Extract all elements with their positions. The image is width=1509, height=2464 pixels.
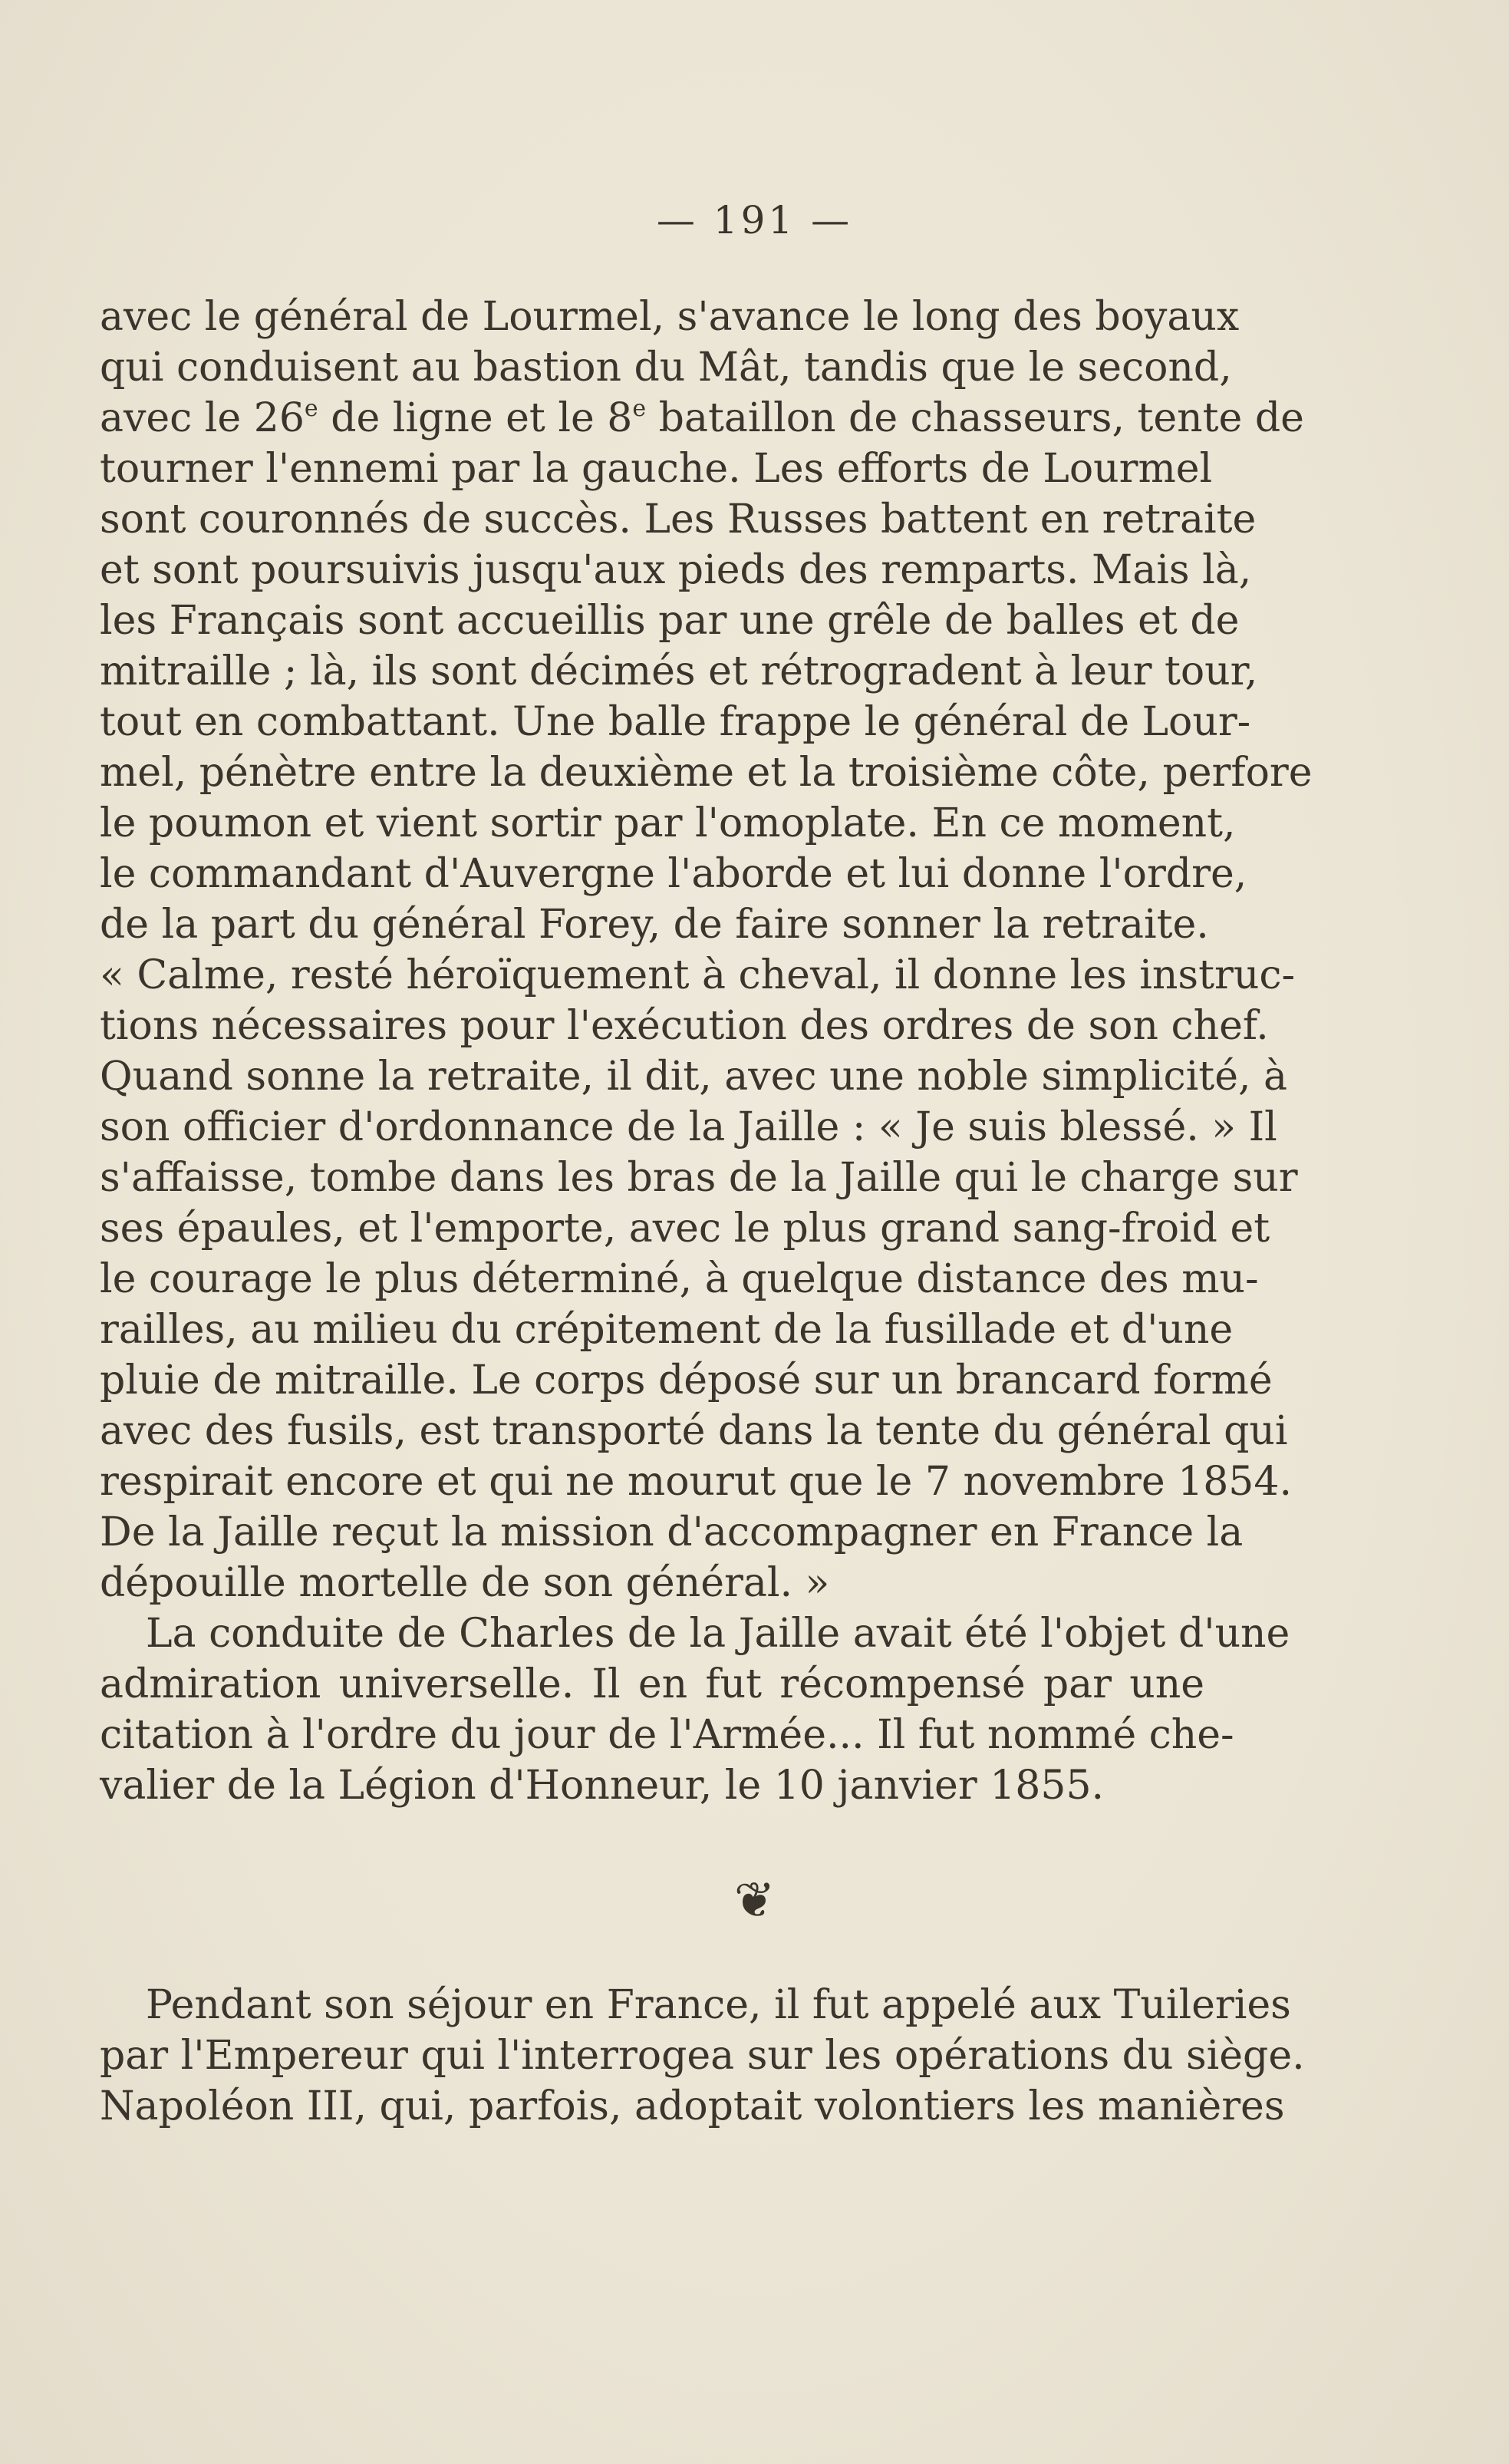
text-line: valier de la Légion d'Honneur, le 10 janvier 1855. (100, 1763, 1105, 1809)
text-line: tout en combattant. Une balle frappe le général de Lour- (100, 699, 1251, 745)
text-line: tions nécessaires pour l'exécution des ordres de son chef. (100, 1003, 1269, 1049)
text-line: de la part du général Forey, de faire sonner la retraite. (100, 902, 1209, 948)
text-line: citation à l'ordre du jour de l'Armée... Il fut nommé che- (100, 1712, 1234, 1758)
text-line: railles, au milieu du crépitement de la fusillade et d'une (100, 1307, 1234, 1353)
body-text (100, 1980, 1305, 2132)
text-line: La conduite de Charles de la Jaille avait été l'objet d'une (146, 1611, 1290, 1657)
text-line: « Calme, resté héroïquement à cheval, il donne les instruc- (100, 952, 1296, 998)
text-line: avec des fusils, est transporté dans la tente du général qui (100, 1408, 1288, 1454)
text-line: mel, pénètre entre la deuxième et la troisième côte, perfore (100, 750, 1313, 796)
text-line: ses épaules, et l'emporte, avec le plus grand sang-froid et (100, 1206, 1270, 1252)
text-line: admiration universelle. Il en fut récompensé par une (100, 1661, 1204, 1707)
text-fragment: avec le 26 (100, 395, 305, 441)
text-line: et sont poursuivis jusqu'aux pieds des remparts. Mais là, (100, 547, 1252, 593)
text-line: mitraille ; là, ils sont décimés et rétrogradent à leur tour, (100, 648, 1258, 694)
text-line: Pendant son séjour en France, il fut appelé aux Tuileries (146, 1982, 1291, 2028)
superscript: e (304, 395, 318, 422)
text-fragment: bataillon de chasseurs, tente de (646, 395, 1304, 441)
body-text (100, 292, 1313, 1811)
text-line: par l'Empereur qui l'interrogea sur les opérations du siège. (100, 2033, 1305, 2079)
fleuron-ornament: ❦ (733, 1872, 776, 1929)
text-fragment: de ligne et le 8 (318, 395, 633, 441)
text-line: De la Jaille reçut la mission d'accompagner en France la (100, 1509, 1244, 1555)
text-line: dépouille mortelle de son général. » (100, 1560, 830, 1606)
text-line: Napoléon III, qui, parfois, adoptait volontiers les manières (100, 2083, 1285, 2129)
text-line: les Français sont accueillis par une grêle de balles et de (100, 598, 1240, 644)
text-line: avec le général de Lourmel, s'avance le long des boyaux (100, 294, 1240, 340)
text-line: pluie de mitraille. Le corps déposé sur un brancard formé (100, 1357, 1273, 1404)
text-line (100, 393, 1304, 444)
text-line: s'affaisse, tombe dans les bras de la Jaille qui le charge sur (100, 1155, 1298, 1201)
text-line: respirait encore et qui ne mourut que le 7 novembre 1854. (100, 1459, 1293, 1505)
text-line: son officier d'ordonnance de la Jaille : « Je suis blessé. » Il (100, 1104, 1277, 1150)
text-line: le poumon et vient sortir par l'omoplate. En ce moment, (100, 800, 1236, 846)
text-line: le courage le plus déterminé, à quelque distance des mu- (100, 1256, 1259, 1302)
text-line: tourner l'ennemi par la gauche. Les efforts de Lourmel (100, 446, 1213, 492)
text-line: le commandant d'Auvergne l'aborde et lui donne l'ordre, (100, 851, 1247, 897)
text-line: Quand sonne la retraite, il dit, avec une noble simplicité, à (100, 1054, 1288, 1100)
page-number: — 191 — (656, 198, 853, 242)
text-line: sont couronnés de succès. Les Russes battent en retraite (100, 496, 1257, 543)
superscript: e (632, 395, 647, 422)
text-line: qui conduisent au bastion du Mât, tandis que le second, (100, 345, 1232, 391)
